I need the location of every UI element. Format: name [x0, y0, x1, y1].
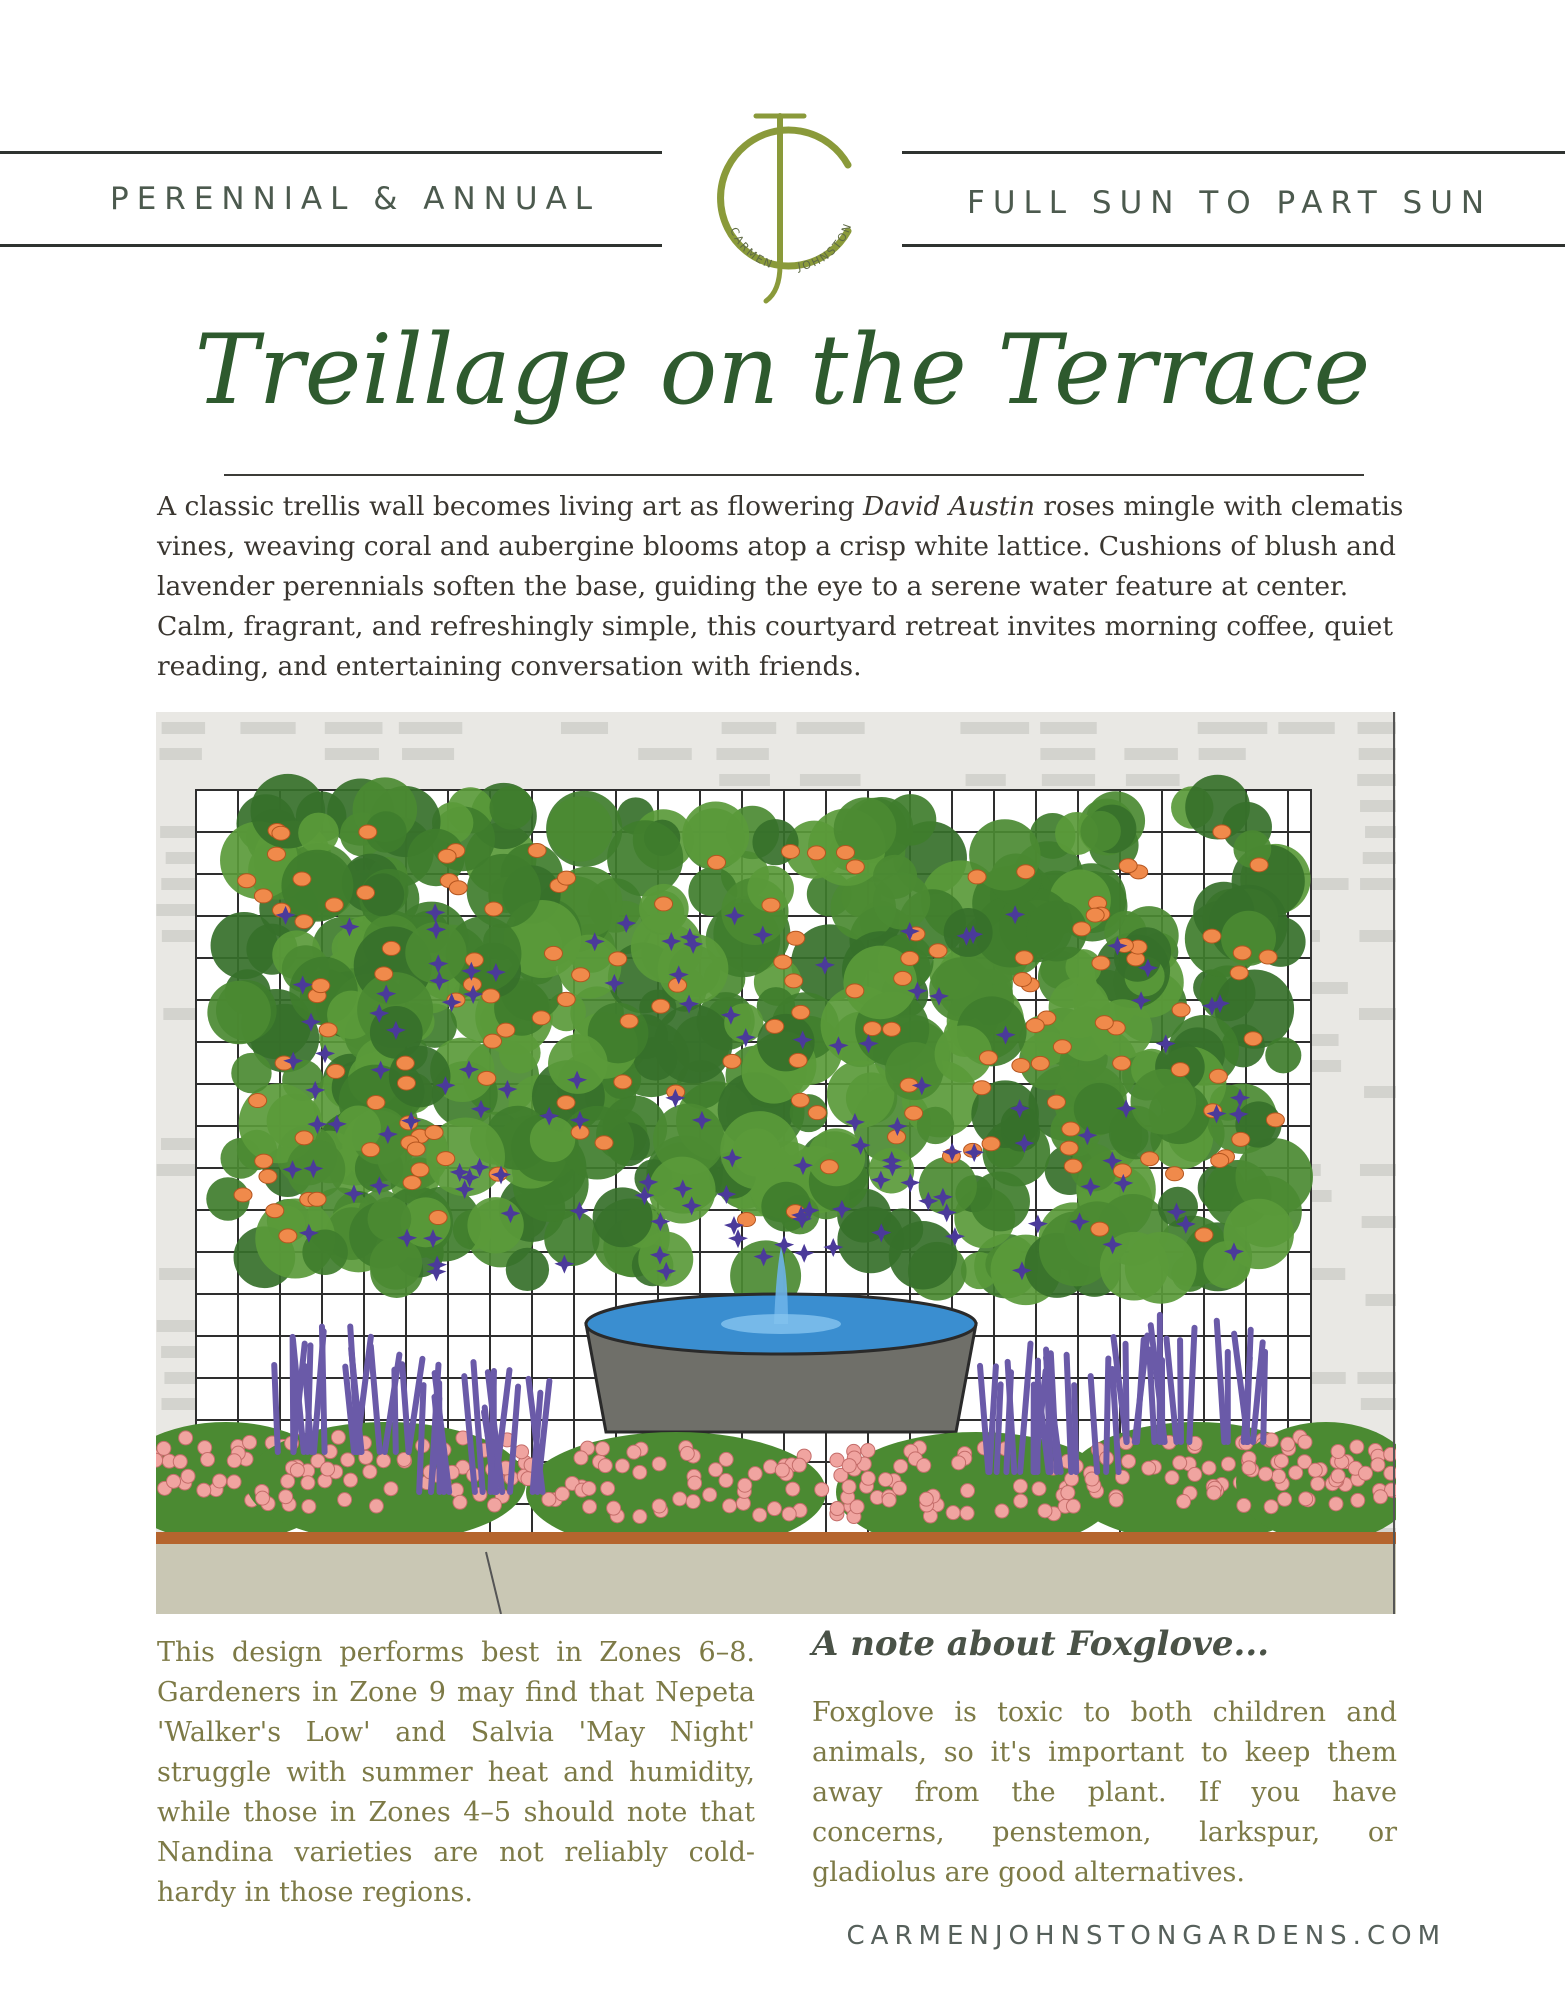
- terrace-paving: [156, 1544, 1396, 1614]
- website-url[interactable]: CARMENJOHNSTONGARDENS.COM: [846, 1921, 1446, 1951]
- garden-illustration: [156, 712, 1396, 1614]
- logo-text-carmen: CARMEN: [727, 225, 776, 272]
- intro-text-end: roses mingle with clematis vines, weaving coral and aubergine blooms atop a crisp white lattice. Cushions of blush and lavender perennials soften the base, guiding the eye to a serene water feature at center. Calm, fragrant, and refreshingly simple, this courtyard retreat invites morning coffee, quiet reading, and entertaining conversation with friends.: [157, 491, 1404, 682]
- svg-text:CARMEN: [727, 225, 776, 271]
- header-rule-right-top: [902, 151, 1565, 154]
- intro-emphasis: David Austin: [863, 491, 1035, 522]
- header-rule-right-bottom: [902, 244, 1565, 247]
- sun-exposure-label: FULL SUN TO PART SUN: [967, 185, 1493, 221]
- header-rule-left-top: [0, 151, 662, 154]
- svg-text:JOHNSTON: [796, 221, 855, 274]
- foxglove-note-heading: A note about Foxglove...: [812, 1624, 1270, 1664]
- category-label: PERENNIAL & ANNUAL: [110, 181, 601, 217]
- foxglove-note-body: Foxglove is toxic to both children and animals, so it's important to keep them away from the plant. If you have concerns, penstemon, larkspur, or gladiolus are good alternatives.: [812, 1697, 1397, 1888]
- zones-note: This design performs best in Zones 6–8. Gardeners in Zone 9 may find that Nepeta 'Walker's Low' and Salvia 'May Night' struggle with summer heat and humidity, while those in Zones 4–5 should note that Nandina varieties are not reliably cold-hardy in those regions.: [157, 1637, 755, 1908]
- page-title: Treillage on the Terrace: [194, 314, 1371, 426]
- intro-paragraph: [157, 487, 1417, 687]
- carmen-johnston-logo: [700, 105, 880, 305]
- header-rule-left-bottom: [0, 244, 662, 247]
- logo-text-johnston: JOHNSTON: [796, 220, 855, 274]
- title-underline: [224, 474, 1364, 476]
- soil-edge: [156, 1532, 1396, 1544]
- intro-text-start: A classic trellis wall becomes living art as flowering: [157, 491, 864, 522]
